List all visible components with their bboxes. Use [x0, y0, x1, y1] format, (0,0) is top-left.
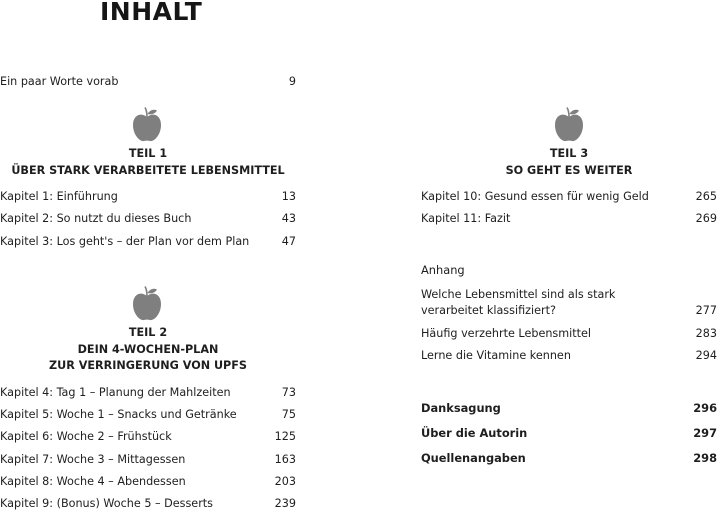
toc-entry-label: Häufig verzehrte Lebensmittel	[421, 327, 592, 340]
toc-entry-page: 298	[693, 451, 717, 465]
toc-entry-label: Kapitel 7: Woche 3 – Mittagessen	[0, 453, 186, 466]
toc-entry-chapter2[interactable]	[0, 212, 296, 226]
toc-entry-page: 43	[281, 212, 296, 225]
toc-entry-chapter3[interactable]	[0, 235, 296, 249]
toc-entry-label: Kapitel 9: (Bonus) Woche 5 – Desserts	[0, 497, 214, 510]
toc-entry-page: 283	[695, 327, 717, 340]
apple-icon	[132, 106, 162, 142]
toc-entry-label: Quellenangaben	[421, 451, 526, 465]
toc-entry-label: Lerne die Vitamine kennen	[421, 349, 571, 362]
toc-entry-page: 9	[288, 75, 296, 88]
toc-entry-chapter11[interactable]	[421, 212, 717, 226]
toc-entry-label: Kapitel 2: So nutzt du dieses Buch	[0, 212, 192, 225]
appendix-heading: Anhang	[421, 263, 465, 277]
part2-heading	[0, 325, 296, 375]
toc-entry-chapter9[interactable]	[0, 497, 296, 511]
toc-entry-acknowledgements[interactable]	[421, 401, 717, 415]
toc-entry-label: Kapitel 5: Woche 1 – Snacks und Getränke	[0, 408, 237, 421]
toc-entry-chapter5[interactable]	[0, 408, 296, 422]
toc-entry-label: Kapitel 4: Tag 1 – Planung der Mahlzeiten	[0, 386, 231, 399]
toc-entry-page: 269	[695, 212, 717, 225]
toc-entry-chapter6[interactable]	[0, 430, 296, 444]
toc-entry-appendix1[interactable]	[421, 287, 717, 319]
toc-entry-label: Danksagung	[421, 401, 501, 415]
toc-entry-chapter7[interactable]	[0, 453, 296, 467]
apple-icon	[554, 106, 584, 142]
toc-entry-intro[interactable]	[0, 75, 296, 89]
toc-entry-label: Über die Autorin	[421, 426, 528, 440]
toc-entry-page: 75	[281, 408, 296, 421]
toc-entry-label: Kapitel 10: Gesund essen für wenig Geld	[421, 190, 649, 203]
part3-number: TEIL 3	[549, 147, 589, 160]
toc-entry-page: 163	[274, 453, 296, 466]
toc-entry-label: Kapitel 11: Fazit	[421, 212, 511, 225]
toc-entry-label: Ein paar Worte vorab	[0, 75, 119, 88]
toc-entry-page: 239	[274, 497, 296, 510]
toc-entry-page: 277	[695, 304, 717, 317]
toc-entry-appendix3[interactable]	[421, 349, 717, 363]
toc-entry-about-author[interactable]	[421, 426, 717, 440]
toc-entry-page: 47	[281, 235, 296, 248]
toc-entry-label: Kapitel 3: Los geht's – der Plan vor dem Plan	[0, 235, 250, 248]
toc-entry-label: Kapitel 6: Woche 2 – Frühstück	[0, 430, 172, 443]
toc-entry-page: 125	[274, 430, 296, 443]
toc-entry-label: Welche Lebensmittel sind als stark verarbeitet klassifiziert?	[421, 288, 616, 317]
page-title: INHALT	[100, 0, 203, 26]
toc-entry-page: 297	[693, 426, 717, 440]
toc-entry-sources[interactable]	[421, 451, 717, 465]
toc-entry-page: 13	[281, 190, 296, 203]
toc-entry-page: 265	[695, 190, 717, 203]
toc-entry-chapter8[interactable]	[0, 475, 296, 489]
toc-entry-page: 296	[693, 401, 717, 415]
part3-heading	[421, 146, 717, 179]
toc-entry-label: Kapitel 1: Einführung	[0, 190, 118, 203]
toc-entry-label: Kapitel 8: Woche 4 – Abendessen	[0, 475, 186, 488]
part2-number: TEIL 2	[128, 326, 168, 339]
toc-entry-page: 294	[695, 349, 717, 362]
part1-title: ÜBER STARK VERARBEITETE LEBENSMITTEL	[11, 163, 285, 177]
part2-title-line1: DEIN 4-WOCHEN-PLAN	[77, 342, 219, 356]
part3-title: SO GEHT ES WEITER	[505, 163, 633, 177]
part1-heading	[0, 146, 296, 179]
toc-entry-appendix2[interactable]	[421, 327, 717, 341]
part2-title-line2: ZUR VERRINGERUNG VON UPFS	[49, 359, 247, 372]
toc-entry-chapter4[interactable]	[0, 386, 296, 400]
apple-icon	[132, 285, 162, 321]
toc-entry-chapter1[interactable]	[0, 190, 296, 204]
toc-entry-page: 73	[281, 386, 296, 399]
toc-entry-chapter10[interactable]	[421, 190, 717, 204]
toc-entry-page: 203	[274, 475, 296, 488]
part1-number: TEIL 1	[128, 147, 168, 160]
